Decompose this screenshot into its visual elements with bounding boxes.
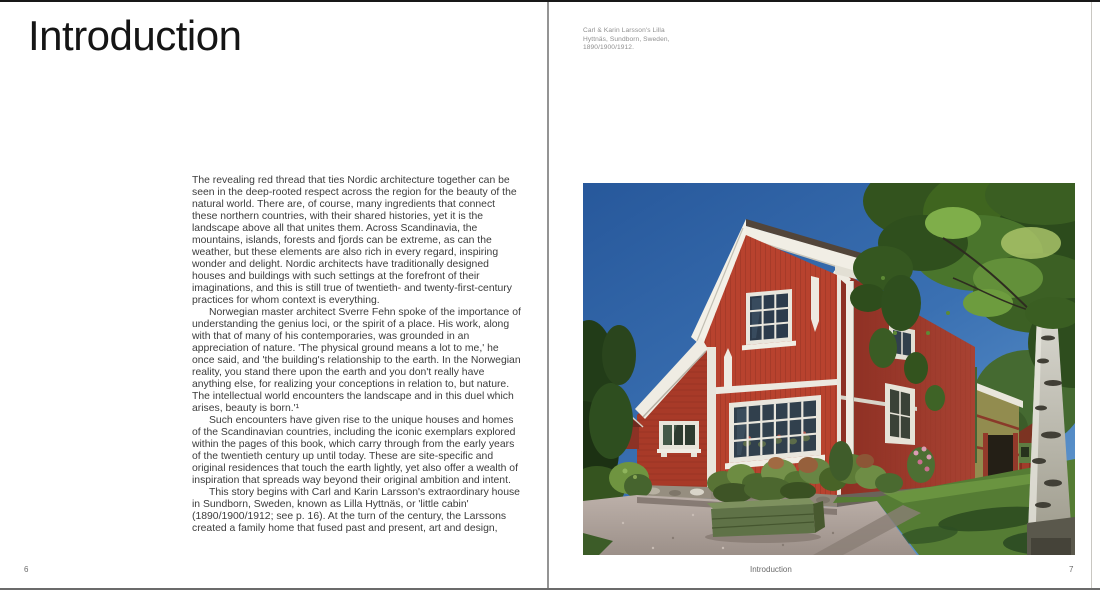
left-page — [0, 0, 548, 593]
caption-line: 1890/1900/1912. — [583, 44, 635, 52]
body-text — [192, 175, 521, 535]
right-page-edge — [1091, 2, 1092, 588]
caption-line: Hyttnäs, Sundborn, Sweden, — [583, 35, 670, 43]
paragraph: Such encounters have given rise to the unique houses and homes of the Scandinavian countries, including the iconic exemplars explored within the pages of this book, which carry through from the early years of the twentieth century up until today. These are site-specific and original residences that touch the earth lightly, yet also offer a wealth of inspiration that spreads way beyond their original ambition and intent. — [192, 415, 518, 486]
house-photo — [583, 183, 1075, 555]
page-number-right: 7 — [1069, 565, 1074, 574]
paragraph: This story begins with Carl and Karin Larsson's extraordinary house in Sundborn, Sweden, known as Lilla Hyttnäs, or 'little cabin' (1890/1900/1912; see p. 16). At the turn of the century, the Larssons created a family home that fused past and present, art and design, — [192, 487, 520, 534]
photo-upper-window — [742, 289, 796, 351]
paragraph: Norwegian master architect Sverre Fehn spoke of the importance of understanding the genius loci, or the spirit of a place. His work, along with that of many of his contemporaries, was grounded in an appreciation of nature. 'The physical ground means a lot to me,' he once said, and 'the building's relationship to the earth. In the Norwegian reality, you stand there upon the earth and you don't really have anything else, for realizing your conceptions in relation to, but nature. The intellectual world encounters the landscape and in this duel which arises, beauty is born.'¹ — [192, 307, 521, 414]
page-number-left: 6 — [24, 565, 29, 574]
footer-section-label: Introduction — [750, 565, 792, 574]
photo-caption — [583, 27, 670, 53]
caption-line: Carl & Karin Larsson's Lilla — [583, 27, 665, 34]
bottom-edge — [0, 588, 1100, 590]
right-page — [549, 0, 1100, 593]
paragraph: The revealing red thread that ties Nordic architecture together can be seen in the deep-rooted respect across the region for the beauty of the natural world. There are, of course, many ingredients that connect these northern countries, with their shared histories, yet it is the landscape above all that unites them. Across Scandinavia, the mountains, islands, forests and fjords can be extreme, as can the weather, but these elements are also rich in every regard, inspiring wonder and delight. Nordic architects have traditionally designed houses and buildings with such settings at the forefront of their imaginations, and this is still true of twentieth- and twenty-first-century practices for whom context is everything. — [192, 175, 517, 306]
page-title: Introduction — [28, 12, 242, 59]
photo-planter-box — [707, 477, 825, 537]
